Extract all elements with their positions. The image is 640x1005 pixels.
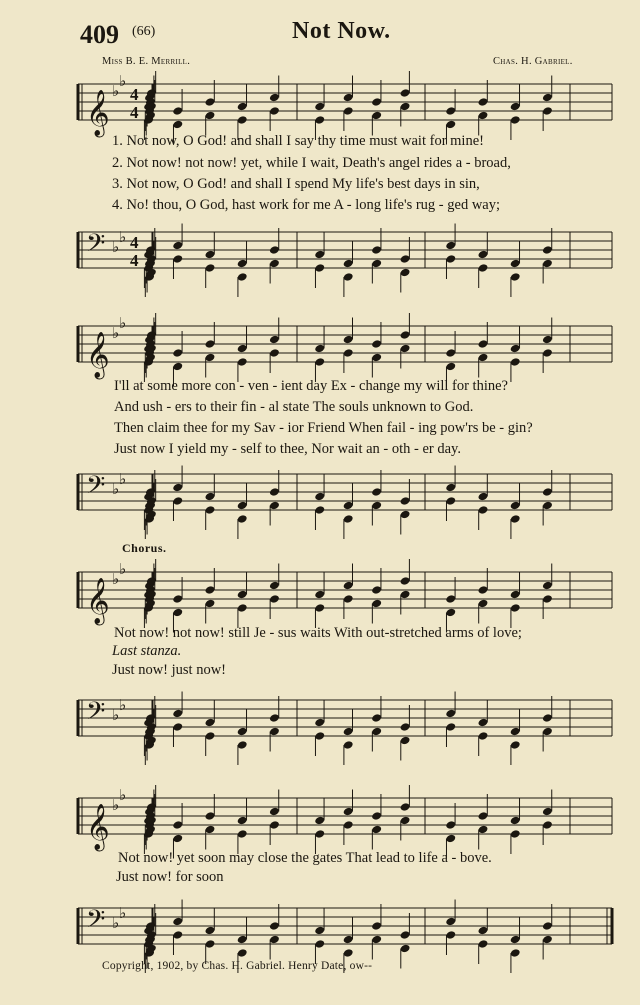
last-stanza-line-1: Just now! just now!	[112, 662, 226, 678]
flat-icon: ♭	[112, 706, 120, 724]
bass-clef-icon: 𝄢	[86, 697, 106, 732]
treble-clef-icon: 𝄞	[86, 578, 110, 624]
flat-icon: ♭	[119, 314, 127, 332]
treble-clef-icon: 𝄞	[86, 804, 110, 850]
time-signature-bottom: 4	[130, 251, 139, 270]
last-stanza-label: Last stanza.	[112, 643, 182, 659]
treble-clef-icon: 𝄞	[86, 90, 110, 136]
bass-staff-system-1	[0, 222, 640, 282]
bass-staff-chorus-2	[0, 898, 640, 956]
verse-3-line-2: Then claim thee for my Sav - ior Friend When fail - ing pow'rs be - gin?	[114, 420, 533, 436]
verse-2-line-2: And ush - ers to their fin - al state The souls unknown to God.	[114, 399, 474, 415]
verse-2-line-1: 2. Not now! not now! yet, while I wait, Death's angel rides a - broad,	[112, 155, 511, 171]
lyricist-credit: Miss B. E. Merrill.	[102, 56, 191, 67]
treble-staff-chorus-1	[0, 562, 640, 622]
bass-staff-chorus-1	[0, 690, 640, 750]
flat-icon: ♭	[119, 786, 127, 804]
time-signature-bottom: 4	[130, 103, 139, 122]
chorus-line-1: Not now! not now! still Je - sus waits With out-stretched arms of love;	[114, 625, 522, 641]
flat-icon: ♭	[119, 904, 127, 922]
flat-icon: ♭	[119, 696, 127, 714]
chorus-label: Chorus.	[122, 541, 167, 555]
flat-icon: ♭	[112, 480, 120, 498]
composer-credit: Chas. H. Gabriel.	[493, 56, 573, 67]
treble-staff-chorus-2	[0, 788, 640, 848]
flat-icon: ♭	[119, 470, 127, 488]
treble-staff-system-1	[0, 72, 640, 136]
last-stanza-line-2: Just now! for soon	[116, 869, 224, 885]
flat-icon: ♭	[119, 228, 127, 246]
time-signature-top: 4	[130, 233, 139, 252]
flat-icon: ♭	[112, 238, 120, 256]
treble-clef-icon: 𝄞	[86, 332, 110, 378]
hymn-title: Not Now.	[292, 18, 391, 44]
hymn-sub-number: (66)	[132, 24, 156, 39]
flat-icon: ♭	[112, 324, 120, 342]
verse-1-line-2: I'll at some more con - ven - ient day Ex - change my will for thine?	[114, 378, 508, 394]
verse-1-line-1: 1. Not now, O God! and shall I say thy time must wait for mine!	[112, 133, 484, 149]
hymn-number: 409	[80, 20, 119, 49]
verse-4-line-1: 4. No! thou, O God, hast work for me A - long life's rug - ged way;	[112, 197, 501, 213]
flat-icon: ♭	[119, 72, 127, 90]
verse-4-line-2: Just now I yield my - self to thee, Nor wait an - oth - er day.	[114, 441, 461, 457]
bass-clef-icon: 𝄢	[86, 471, 106, 506]
bass-clef-icon: 𝄢	[86, 229, 106, 264]
flat-icon: ♭	[112, 82, 120, 100]
verse-3-line-1: 3. Not now, O God! and shall I spend My life's best days in sin,	[112, 176, 480, 192]
flat-icon: ♭	[112, 570, 120, 588]
bass-staff-system-2	[0, 464, 640, 524]
chorus-line-2: Not now! yet soon may close the gates That lead to life a - bove.	[118, 850, 492, 866]
treble-staff-system-2	[0, 314, 640, 378]
bass-clef-icon: 𝄢	[86, 905, 106, 940]
flat-icon: ♭	[119, 560, 127, 578]
copyright-notice: Copyright, 1902, by Chas. H. Gabriel. Henry Date, ow--	[102, 960, 373, 972]
time-signature-top: 4	[130, 85, 139, 104]
flat-icon: ♭	[112, 914, 120, 932]
flat-icon: ♭	[112, 796, 120, 814]
